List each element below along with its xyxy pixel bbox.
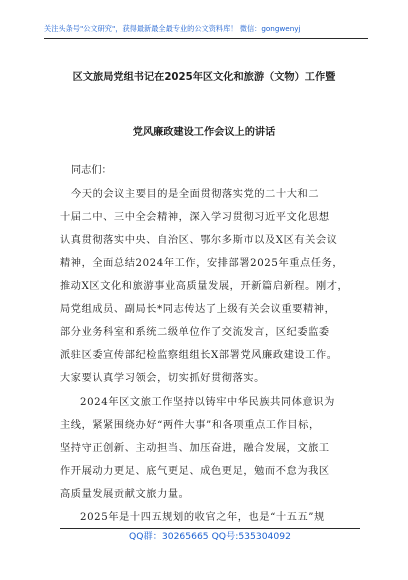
body-line-6: 局党组成员、副局长*同志传达了上级有关会议重要精神， [60,304,336,315]
body-line-8: 派驻区委宣传部纪检监察组组长X部署党风廉政建设工作。 [60,350,338,361]
body-line-14: 高质量发展贡献文旅力量。 [60,489,190,500]
salutation: 同志们： [71,165,112,176]
footer-qq-info: QQ群：30265665 QQ号:535304092 [60,528,360,545]
body-line-4: 精神，全面总结2024年工作，安排部署2025年重点任务， [60,258,344,269]
body-line-9: 大家要认真学习领会，切实抓好贯彻落实。 [60,373,265,384]
document-title-line-1: 区文旅局党组书记在2025年区文化和旅游（文物）工作暨 [72,72,336,83]
body-line-5: 推动X区文化和旅游事业高质量发展，开新篇启新程。刚才， [60,281,349,292]
body-line-1: 今天的会议主要目的是全面贯彻落实党的二十大和二 [71,189,320,200]
body-line-11: 主线，紧紧围绕办好“两件大事”和各项重点工作目标， [60,420,320,431]
header-banner: 关注头条号"公文研究"，获得最新最全最专业的公文资料库！ 微信：gongwenyj [44,20,368,39]
body-line-3: 认真贯彻落实中央、自治区、鄂尔多斯市以及X区有关会议 [60,235,338,246]
body-line-7: 部分业务科室和系统二级单位作了交流发言，区纪委监委 [60,327,330,338]
body-line-2: 十届二中、三中全会精神，深入学习贯彻习近平文化思想 [60,212,330,223]
body-line-10: 2024年区文旅工作坚持以铸牢中华民族共同体意识为 [80,397,335,408]
body-line-15: 2025年是十四五规划的收官之年，也是“十五五”规 [80,512,325,523]
document-title-line-2: 党风廉政建设工作会议上的讲话 [132,127,276,138]
body-line-12: 坚持守正创新、主动担当、加压奋进，融合发展，文旅工 [60,443,330,454]
body-line-13: 作开展动力更足、底气更足、成色更足，勉而不怠为我区 [60,466,330,477]
